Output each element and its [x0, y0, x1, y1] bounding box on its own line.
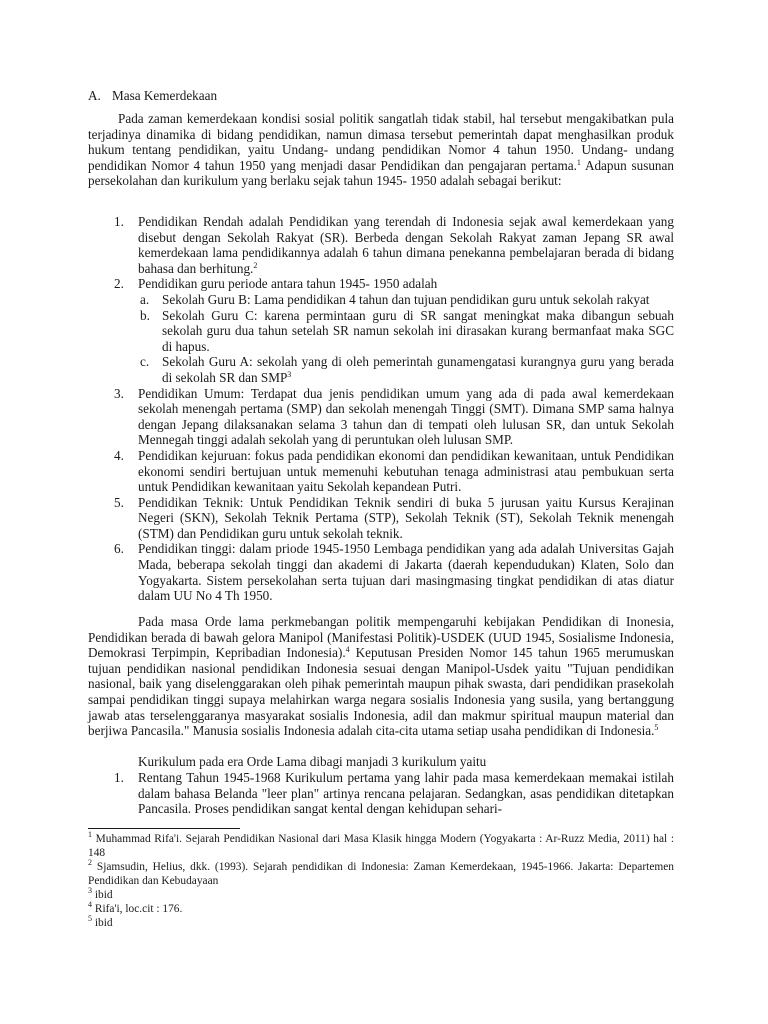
section-label: A.	[88, 88, 101, 103]
sub-list-letter: a.	[140, 291, 150, 307]
list-item-text: Pendidikan Rendah adalah Pendidikan yang terendah di Indonesia sejak awal kemerdekaan yang disebut dengan Sekolah Rakyat (SR). Berbeda dengan Sekolah Rakyat zaman Jepang SR awal kemerdekaan lama pendidikannya adalah 6 tahun dimana penekanna pembelajaran berada di bidang bahasa dan berhitung.	[138, 214, 674, 276]
footnote	[88, 832, 674, 860]
list-item-text: Rentang Tahun 1945-1968 Kurikulum pertama yang lahir pada masa kemerdekaan memakai istilah dalam bahasa Belanda "leer plan" artinya rencana pelajaran. Sedangkan, asas pendidikan ditetapkan Pancasila. Proses pendidikan sangat kental dengan kehidupan sehari-	[138, 770, 674, 817]
list-number: 4.	[114, 447, 124, 463]
sub-list-letter: b.	[140, 307, 150, 323]
sub-list-item	[138, 354, 674, 385]
footnote-text: ibid	[92, 917, 113, 929]
sub-list-item	[138, 308, 674, 355]
list-item-text: Pendidikan guru periode antara tahun 1945- 1950 adalah	[138, 276, 438, 292]
education-structure-list	[112, 214, 674, 604]
footnote-separator	[88, 828, 240, 829]
list-item	[112, 448, 674, 495]
footnote-mark: 2	[88, 858, 92, 867]
list-item-text: Pendidikan Umum: Terdapat dua jenis pendidikan umum yang ada di pada awal kemerdekaan sekolah menengah pertama (SMP) dan sekolah menengah Tinggi (SMT). Dimana SMP sama halnya dengan Jepang dilaksanakan selama 3 tahun dan di tempati oleh lulusan SR, dan untuk Sekolah Mennegah tinggi adalah sekolah yang di peruntukan oleh lulusan SMP.	[138, 385, 674, 448]
list-item-text: Pendidikan kejuruan: fokus pada pendidikan ekonomi dan pendidikan kewanitaan, untuk Pendidikan ekonomi sendiri bertujuan untuk memenuhi kebutuhan tenaga administrasi atau pembukuan serta untuk Pendidikan kewanitaan yaitu Sekolah kepandean Putri.	[138, 447, 674, 495]
footnote-ref: 3	[287, 369, 292, 379]
sub-list	[138, 292, 674, 386]
footnote-ref: 1	[576, 157, 581, 167]
orde-lama-text-continued: Keputusan Presiden Nomor 145 tahun 1965 merumuskan tujuan pendidikan nasional pendidikan Indonesia sesuai dengan Manipol-Usdek yaitu "Tujuan pendidikan nasional, baik yang diselenggarakan oleh pihak pemerintah maupun pihak swasta, dari pendidikan prasekolah sampai pendidikan tinggi supaya melahirkan warga negara sosialis Indonesia yang susila, yang bertanggung jawab atas terselenggaranya masyarakat sosialis Indonesia, adil dan makmur spiritual maupun material dan berjiwa Pancasila." Manusia sosialis Indonesia adalah cita-cita utama setiap usaha pendidikan di Indonesia.	[88, 645, 674, 739]
list-number: 1.	[114, 214, 124, 229]
sub-list-item-text: Sekolah Guru B: Lama pendidikan 4 tahun dan tujuan pendidikan guru untuk sekolah rakyat	[162, 291, 650, 307]
footnote	[88, 860, 674, 888]
footnote-mark: 3	[88, 886, 92, 895]
footnote-text: ibid	[92, 889, 113, 901]
sub-list-item-text: Sekolah Guru C: karena permintaan guru di SR sangat meningkat maka dibangun sebuah sekolah guru dua tahun setelah SR namun sekolah ini dirasakan kurang bermanfaat maka SGC di hapus.	[162, 307, 674, 354]
kurikulum-list	[112, 770, 674, 817]
intro-text-continued: Adapun susunan persekolahan dan kurikulum yang berlaku sejak tahun 1945- 1950 adalah sebagai berikut:	[88, 157, 674, 189]
footnote-text: Muhammad Rifa'i. Sejarah Pendidikan Nasional dari Masa Klasik hingga Modern (Yogyakarta : Ar-Ruzz Media, 2011) hal : 148	[88, 833, 674, 859]
sub-list-letter: c.	[140, 354, 150, 370]
list-item	[112, 276, 674, 385]
footnote-ref: 5	[654, 723, 659, 733]
list-number: 5.	[114, 494, 124, 510]
intro-text: Pada zaman kemerdekaan kondisi sosial politik sangatlah tidak stabil, hal tersebut mengakibatkan pula terjadinya dinamika di bidang pendidikan, namun dimasa tersebut pemerintah dapat menghasilkan produk hukum tentang pendidikan, yaitu Undang- undang pendidikan Nomor 4 tahun 1950. Undang- undang pendidikan Nomor 4 tahun 1950 yang menjadi dasar Pendidikan dan pengajaran pertama.	[88, 111, 674, 173]
footnote-ref: 4	[345, 645, 350, 655]
list-number: 3.	[114, 385, 124, 401]
footnote	[88, 888, 674, 902]
sub-list-item	[138, 292, 674, 308]
footnote-mark: 5	[88, 914, 92, 923]
list-item	[112, 386, 674, 448]
list-item	[112, 495, 674, 542]
footnote	[88, 916, 674, 930]
footnote-mark: 1	[88, 830, 92, 839]
footnote	[88, 902, 674, 916]
kurikulum-intro: Kurikulum pada era Orde Lama dibagi manjadi 3 kurikulum yaitu	[138, 754, 487, 769]
footnote-mark: 4	[88, 900, 92, 909]
section-heading	[88, 88, 217, 104]
list-item-text: Pendidikan tinggi: dalam priode 1945-1950 Lembaga pendidikan yang ada adalah Universitas Gajah Mada, beberapa sekolah tinggi dan akademi di Jakarta (daerah kependudukan) Klaten, Solo dan Yogyakarta. Sistem persekolahan serta tujuan dari masingmasing tingkat pendidikan di atas diatur dalam UU No 4 Th 1950.	[138, 541, 674, 604]
list-number: 6.	[114, 541, 124, 557]
footnote-text: Rifa'i, loc.cit : 176.	[92, 903, 183, 915]
list-number: 1.	[114, 770, 124, 785]
intro-paragraph	[88, 111, 674, 189]
orde-lama-text: Pada masa Orde lama perkmebangan politik mempengaruhi kebijakan Pendidikan di Inonesia, Pendidikan berada di bawah gelora Manipol (Manifestasi Politik)-USDEK (UUD 1945, Sosialisme Indonesia, Demokrasi Terpimpin, Kepribadian Indonesia).	[88, 614, 674, 661]
footnotes	[88, 832, 674, 930]
list-item-text: Pendidikan Teknik: Untuk Pendidikan Teknik sendiri di buka 5 jurusan yaitu Kursus Kerajinan Negeri (SKN), Sekolah Teknik Pertama (STP), Sekolah Teknik (ST), Sekolah Teknik menengah (STM) dan Pendidikan guru untuk sekolah teknik.	[138, 494, 674, 541]
list-number: 2.	[114, 276, 124, 292]
list-item	[112, 214, 674, 276]
section-title: Masa Kemerdekaan	[112, 88, 218, 103]
list-item	[112, 541, 674, 603]
footnote-text: Sjamsudin, Helius, dkk. (1993). Sejarah pendidikan di Indonesia: Zaman Kemerdekaan, 1945-1966. Jakarta: Departemen Pendidikan dan Kebudayaan	[88, 861, 674, 887]
footnote-ref: 2	[253, 260, 258, 270]
sub-list-item-text: Sekolah Guru A: sekolah yang di oleh pemerintah gunamengatasi kurangnya guru yang berada di sekolah SR dan SMP	[162, 354, 674, 385]
list-item	[112, 770, 674, 817]
orde-lama-paragraph	[88, 614, 674, 739]
